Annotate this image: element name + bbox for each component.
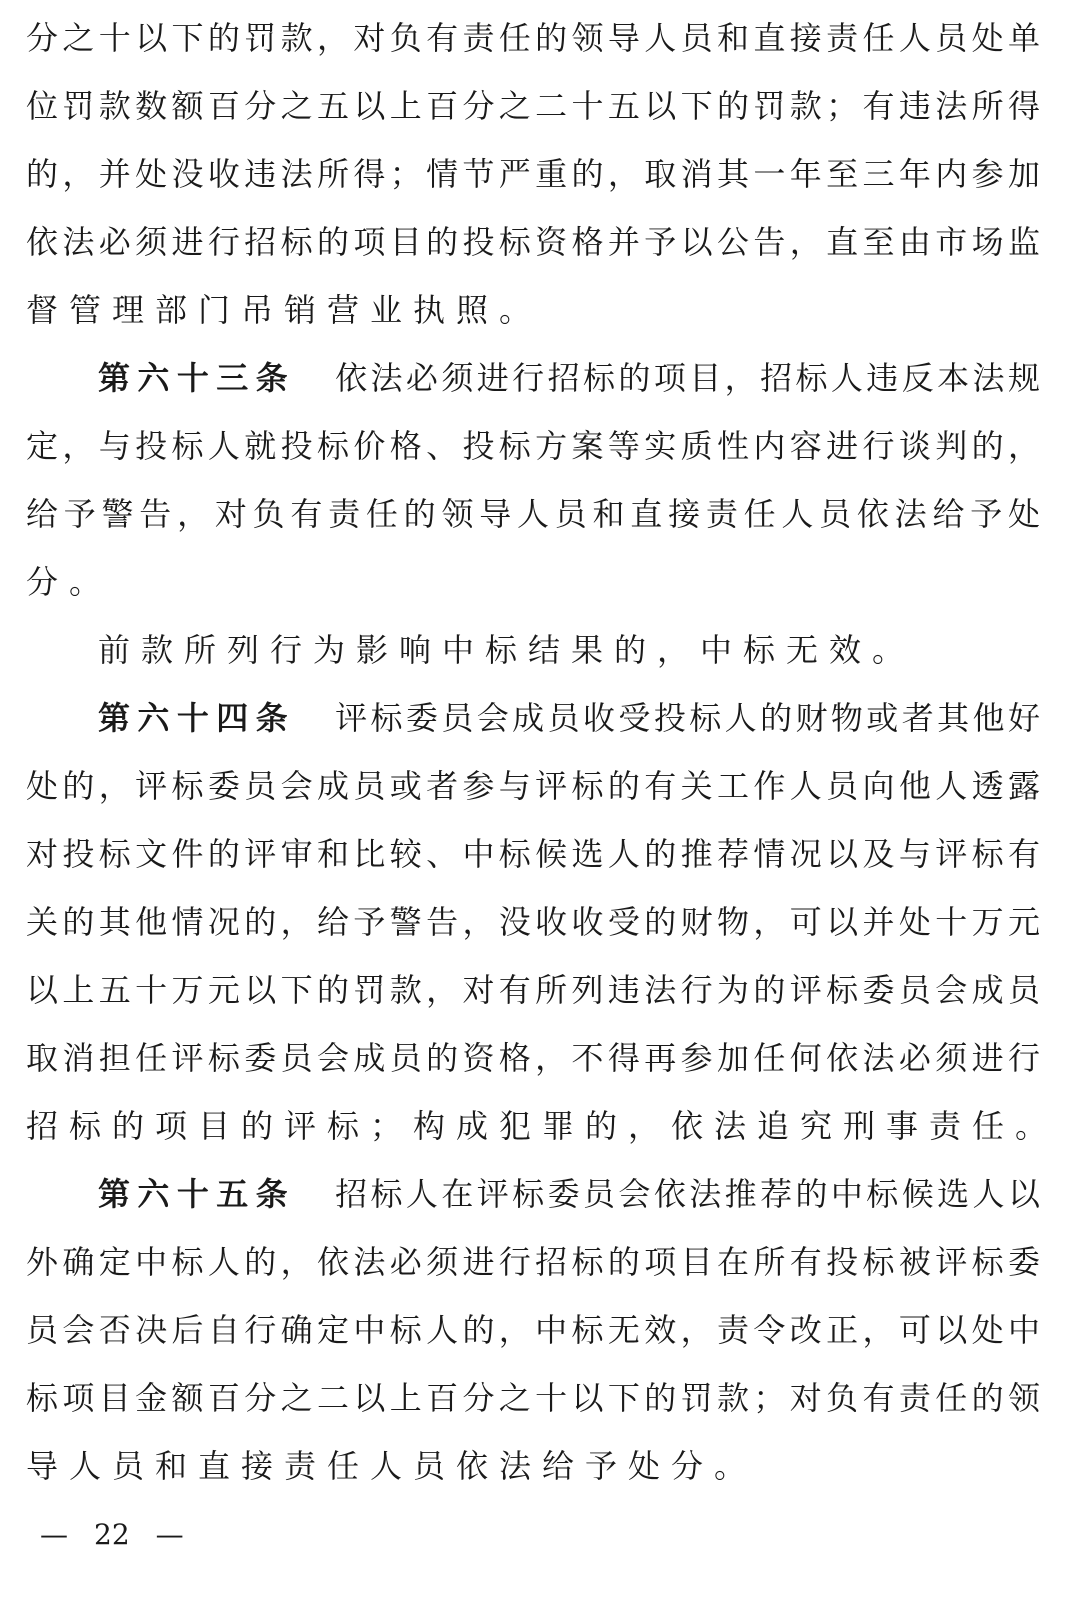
- text-line: 处的，评标委员会成员或者参与评标的有关工作人员向他人透露: [26, 767, 1040, 805]
- article-65-first-line: [26, 1160, 1040, 1228]
- page-footer: [40, 1515, 184, 1555]
- text-line: 外确定中标人的，依法必须进行招标的项目在所有投标被评标委: [26, 1243, 1040, 1281]
- text-line: 分之十以下的罚款，对负有责任的领导人员和直接责任人员处单: [26, 19, 1040, 57]
- footer-dash-right: —: [155, 1518, 184, 1551]
- text-span: 依法必须进行招标的项目，招标人违反本法规: [335, 359, 1040, 397]
- article-64-title: 第六十四条: [98, 699, 296, 737]
- text-line: 取消担任评标委员会成员的资格，不得再参加任何依法必须进行: [26, 1039, 1040, 1077]
- article-64-first-line: [26, 684, 1040, 752]
- article-65-title: 第六十五条: [98, 1175, 296, 1213]
- text-line: 关的其他情况的，给予警告，没收收受的财物，可以并处十万元: [26, 903, 1040, 941]
- article-63-first-line: [26, 344, 1040, 412]
- text-line: 位罚款数额百分之五以上百分之二十五以下的罚款；有违法所得: [26, 87, 1040, 125]
- text-line: 定，与投标人就投标价格、投标方案等实质性内容进行谈判的，: [26, 427, 1040, 465]
- text-line: 导人员和直接责任人员依法给予处分。: [26, 1447, 758, 1485]
- text-line: 以上五十万元以下的罚款，对有所列违法行为的评标委员会成员: [26, 971, 1040, 1009]
- text-line: 依法必须进行招标的项目的投标资格并予以公告，直至由市场监: [26, 223, 1040, 261]
- article-63-title: 第六十三条: [98, 359, 296, 397]
- text-line: 对投标文件的评审和比较、中标候选人的推荐情况以及与评标有: [26, 835, 1040, 873]
- text-span: 评标委员会成员收受投标人的财物或者其他好: [335, 699, 1040, 737]
- text-line: 的，并处没收违法所得；情节严重的，取消其一年至三年内参加: [26, 155, 1040, 193]
- text-line: 标项目金额百分之二以上百分之十以下的罚款；对负有责任的领: [26, 1379, 1040, 1417]
- text-span: 招标人在评标委员会依法推荐的中标候选人以: [335, 1175, 1040, 1213]
- footer-dash-left: —: [40, 1518, 68, 1551]
- text-line: 招标的项目的评标；构成犯罪的，依法追究刑事责任。: [26, 1107, 1059, 1145]
- text-line: 给予警告，对负有责任的领导人员和直接责任人员依法给予处: [26, 495, 1040, 533]
- text-line: 督管理部门吊销营业执照。: [26, 291, 543, 329]
- text-line: 员会否决后自行确定中标人的，中标无效，责令改正，可以处中: [26, 1311, 1040, 1349]
- page-number: 22: [94, 1518, 130, 1551]
- text-line: 前款所列行为影响中标结果的，中标无效。: [98, 631, 916, 669]
- text-line: 分。: [26, 563, 113, 601]
